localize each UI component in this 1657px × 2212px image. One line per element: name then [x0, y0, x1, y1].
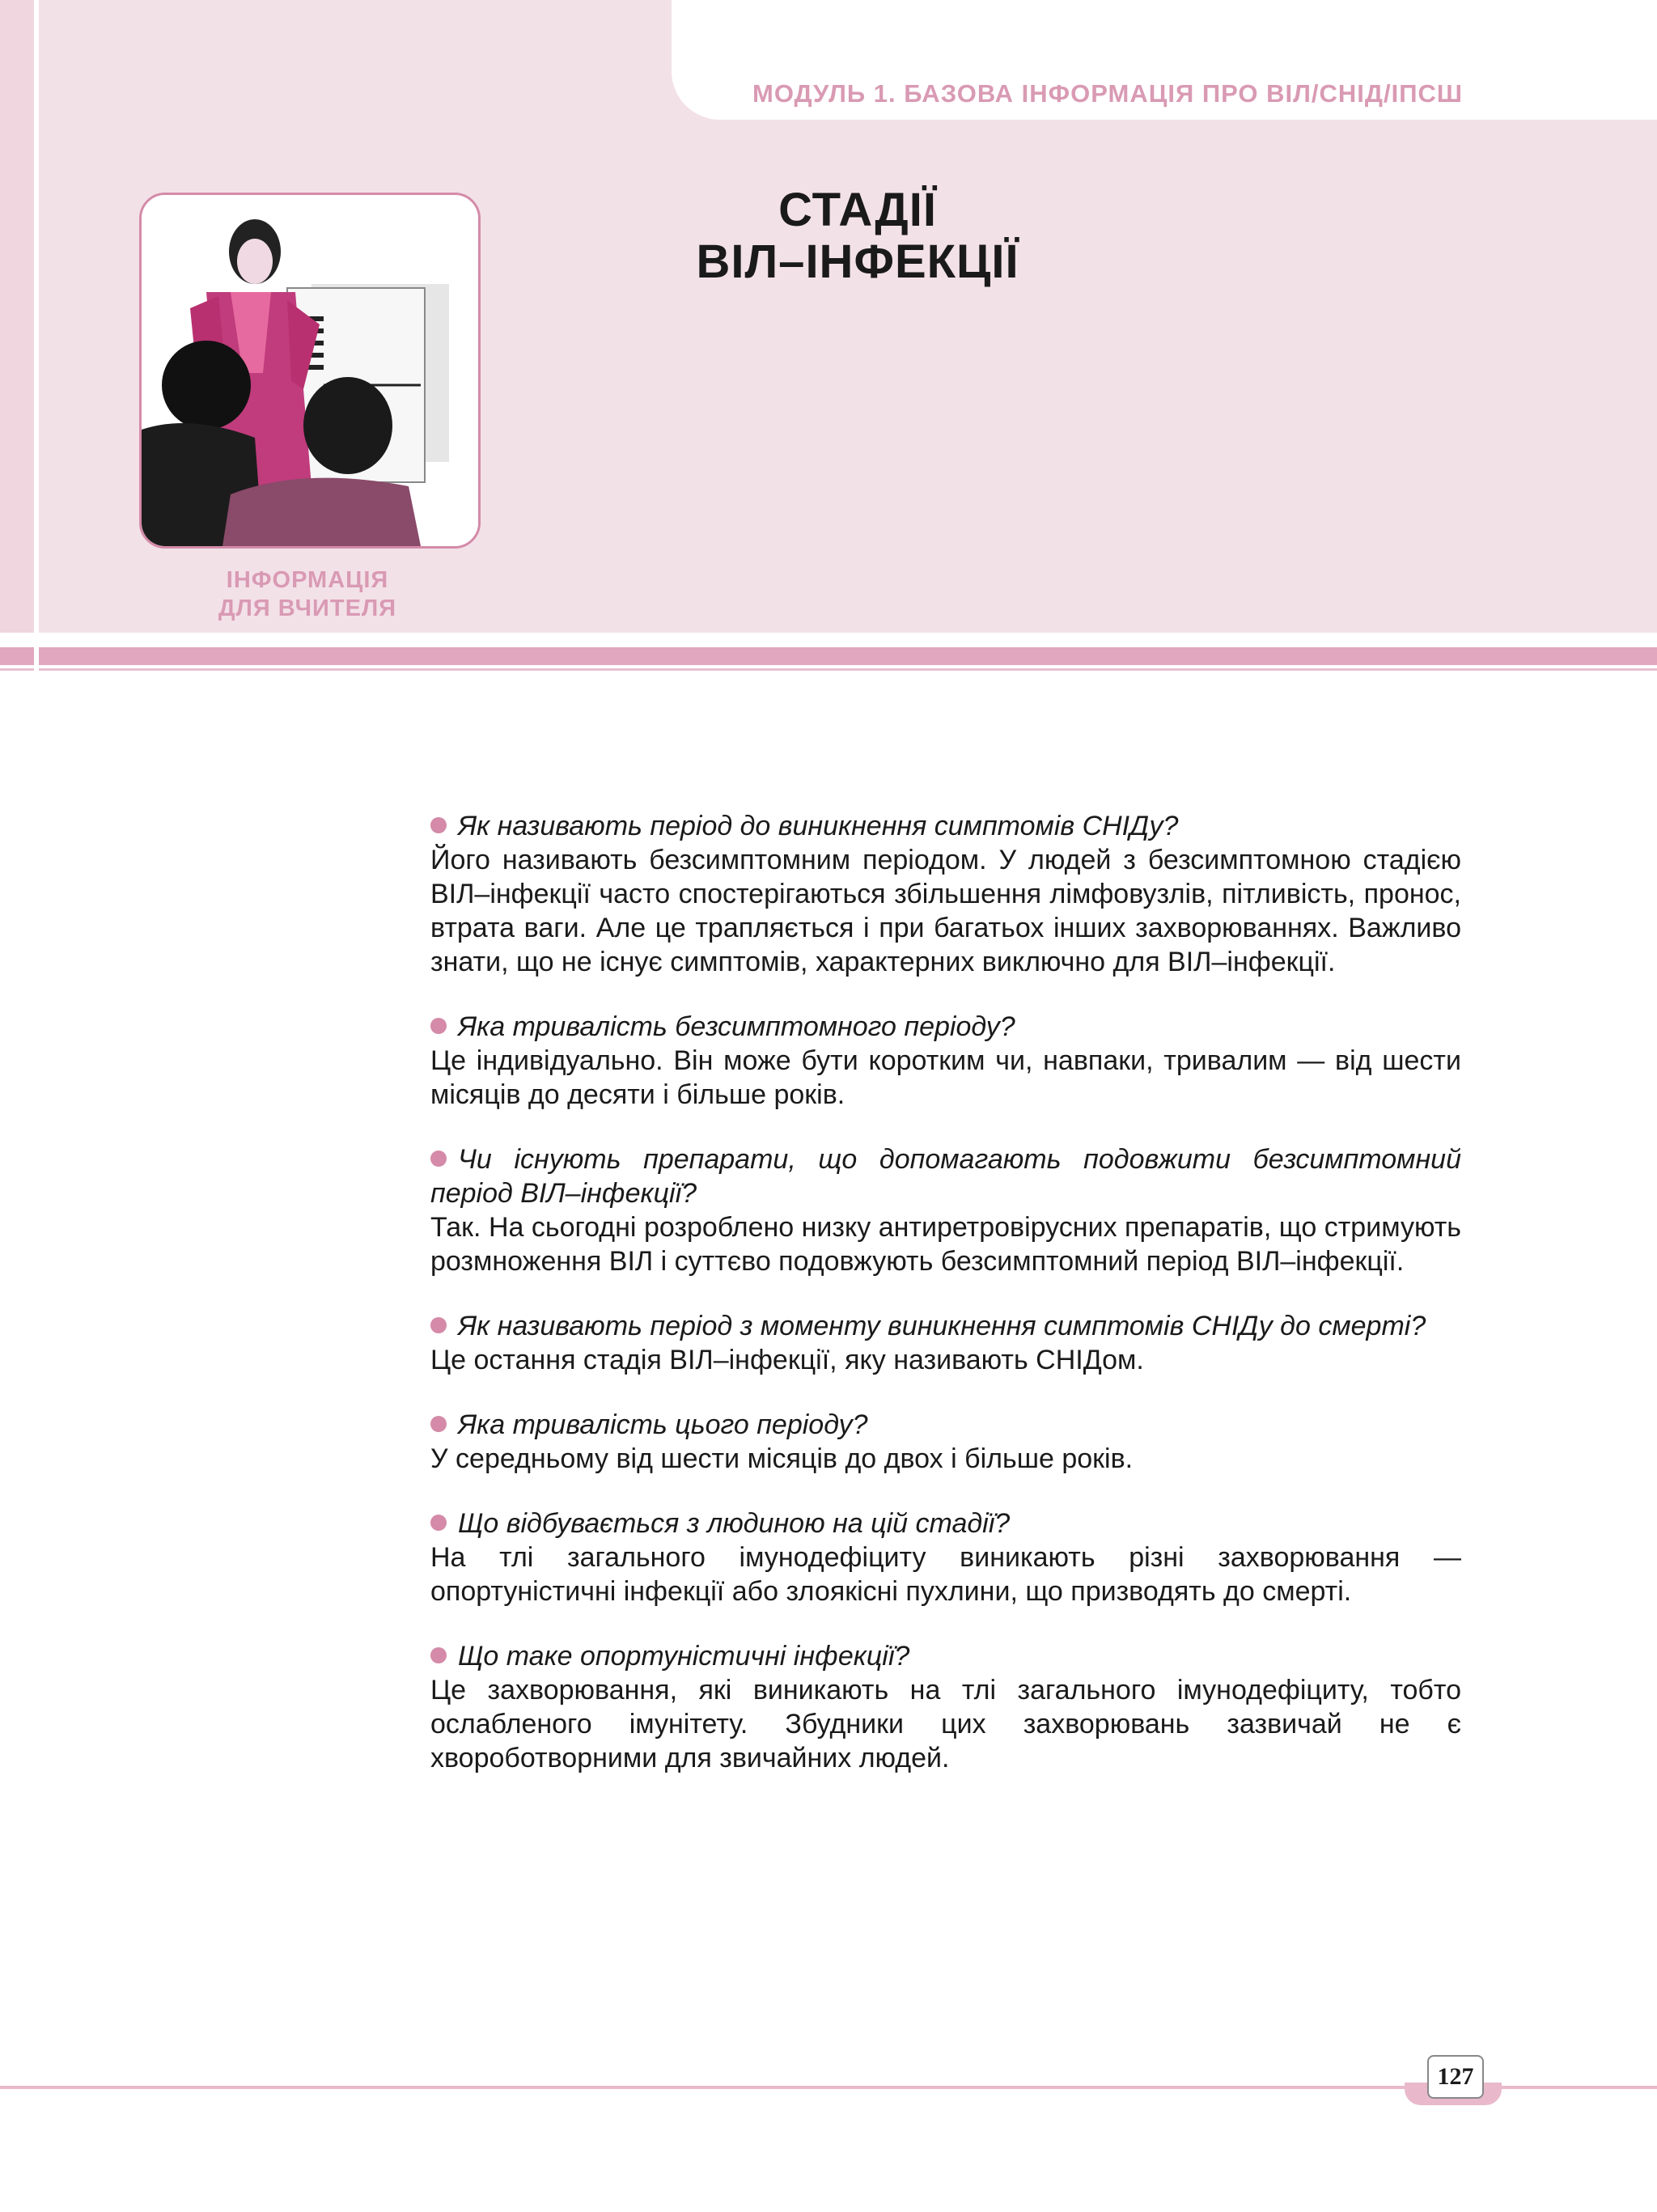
- qa-item: [430, 1010, 1461, 1112]
- qa-item: [430, 1506, 1461, 1608]
- page-title-line1: СТАДІЇ: [778, 184, 937, 236]
- info-for-teacher-label: ІНФОРМАЦІЯ ДЛЯ ВЧИТЕЛЯ: [218, 567, 397, 621]
- qa-question: Яка тривалість безсимптомного періоду?: [458, 1011, 1015, 1042]
- qa-question: Яка тривалість цього періоду?: [458, 1409, 868, 1440]
- teacher-illustration-frame: [139, 193, 481, 549]
- bullet-dot-icon: [430, 1647, 447, 1663]
- audience-head-right: [303, 377, 392, 474]
- qa-item: [430, 809, 1461, 979]
- bullet-dot-icon: [430, 1018, 447, 1034]
- left-margin-strip: [0, 0, 39, 633]
- qa-question: Чи існують препарати, що допомагають подовжити безсимптомний період ВІЛ–інфекції?: [430, 1144, 1461, 1209]
- qa-question: Як називають період з моменту виникнення симптомів СНІДу до смерті?: [458, 1311, 1426, 1341]
- qa-item: [430, 1408, 1461, 1476]
- qa-question: Як називають період до виникнення симптомів СНІДу?: [458, 811, 1179, 841]
- qa-answer: Його називають безсимптомним періодом. У людей з безсимптомною стадією ВІЛ–інфекції часто спостерігаються збільшення лімфовузлів, пітливість, пронос, втрата ваги. Але це трапляється і при багатьох інших захворюваннях. Важливо знати, що не існує симптомів, характерних виключно для ВІЛ–інфекції.: [430, 845, 1461, 977]
- qa-answer: Це остання стадія ВІЛ–інфекції, яку називають СНІДом.: [430, 1345, 1144, 1375]
- qa-item: [430, 1639, 1461, 1775]
- qa-answer: На тлі загального імунодефіциту виникають різні захворювання — опортуністичні інфекції або злоякісні пухлини, що призводять до смерті.: [430, 1542, 1461, 1607]
- qa-answer: Це індивідуально. Він може бути коротким чи, навпаки, тривалим — від шести місяців до десяти і більше років.: [430, 1045, 1461, 1110]
- qa-question: Що відбувається з людиною на цій стадії?: [458, 1508, 1011, 1539]
- qa-answer: Це захворювання, які виникають на тлі загального імунодефіциту, тобто ослабленого імунітету. Збудники цих захворювань зазвичай не є хвороботворними для звичайних людей.: [430, 1675, 1461, 1773]
- page-title: [631, 184, 1084, 288]
- divider-line: [0, 668, 1657, 671]
- teacher-presentation-illustration: [142, 195, 478, 546]
- qa-item: [430, 1142, 1461, 1278]
- qa-answer: У середньому від шести місяців до двох і більше років.: [430, 1443, 1134, 1474]
- divider-gap: [34, 643, 39, 676]
- audience-head-left: [162, 341, 251, 430]
- qa-item: [430, 1309, 1461, 1377]
- qa-question: Що таке опортуністичні інфекції?: [458, 1641, 910, 1672]
- divider-band: [0, 647, 1657, 665]
- bullet-dot-icon: [430, 1317, 447, 1333]
- qa-content: [430, 809, 1461, 1806]
- qa-answer: Так. На сьогодні розроблено низку антиретровірусних препаратів, що стримують розмноження ВІЛ і суттєво подовжують безсимптомний період ВІЛ–інфекції.: [430, 1212, 1461, 1277]
- bullet-dot-icon: [430, 1515, 447, 1531]
- page-title-line2: ВІЛ–ІНФЕКЦІЇ: [696, 235, 1019, 288]
- bullet-dot-icon: [430, 1416, 447, 1432]
- bullet-dot-icon: [430, 1150, 447, 1167]
- module-title: МОДУЛЬ 1. БАЗОВА ІНФОРМАЦІЯ ПРО ВІЛ/СНІД/ІПСШ: [752, 79, 1464, 108]
- page-number: 127: [1427, 2055, 1484, 2099]
- bullet-dot-icon: [430, 817, 447, 833]
